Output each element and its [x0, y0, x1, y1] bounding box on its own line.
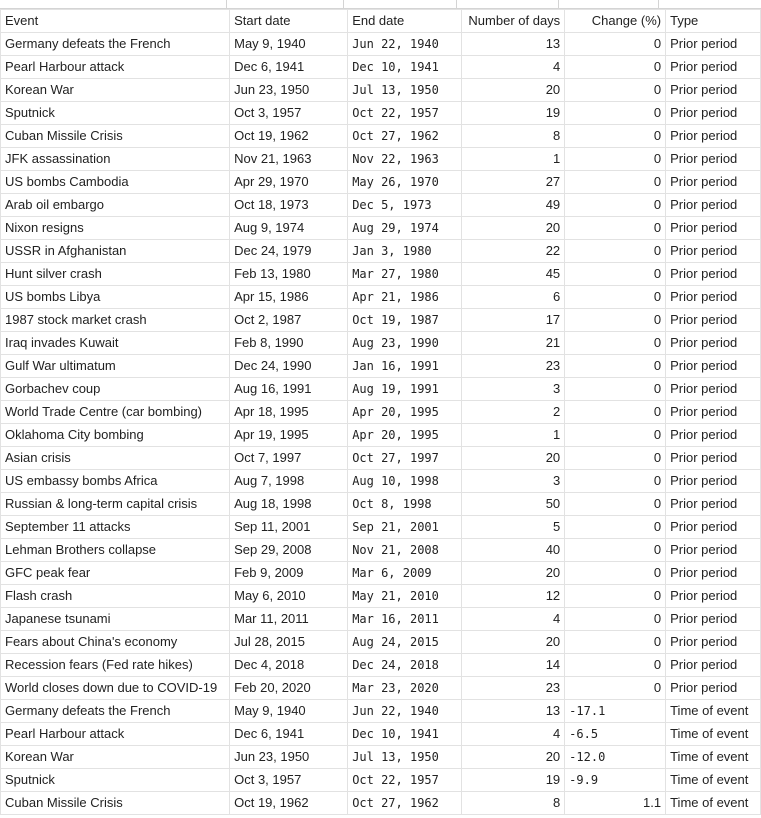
header-cell-change[interactable]: Change (%)	[565, 10, 666, 33]
cell-start-date[interactable]: Aug 9, 1974	[230, 217, 348, 240]
table-row	[1, 493, 761, 516]
cell-change[interactable]: 0	[565, 516, 666, 539]
cell-event[interactable]: Korean War	[1, 746, 230, 769]
cell-type[interactable]: Prior period	[666, 424, 761, 447]
cell-type[interactable]: Time of event	[666, 746, 761, 769]
cell-start-date[interactable]: Oct 18, 1973	[230, 194, 348, 217]
table-row	[1, 539, 761, 562]
header-cell-days[interactable]: Number of days	[462, 10, 565, 33]
cell-end-date[interactable]: Jan 3, 1980	[348, 240, 462, 263]
cell-change[interactable]: 0	[565, 79, 666, 102]
cell-days[interactable]: 14	[462, 654, 565, 677]
cell-end-date[interactable]: Jan 16, 1991	[348, 355, 462, 378]
cell-event[interactable]: Cuban Missile Crisis	[1, 125, 230, 148]
cell-end-date[interactable]: Oct 27, 1997	[348, 447, 462, 470]
table-row	[1, 585, 761, 608]
cell-event[interactable]: Gorbachev coup	[1, 378, 230, 401]
cell-days[interactable]: 13	[462, 700, 565, 723]
cell-end-date[interactable]: Oct 27, 1962	[348, 125, 462, 148]
cell-days[interactable]: 21	[462, 332, 565, 355]
cell-type[interactable]: Prior period	[666, 309, 761, 332]
cell-event[interactable]: Sputnick	[1, 769, 230, 792]
cell-event[interactable]: Lehman Brothers collapse	[1, 539, 230, 562]
cell-end-date[interactable]: Mar 6, 2009	[348, 562, 462, 585]
table-row	[1, 378, 761, 401]
cell-type[interactable]: Prior period	[666, 631, 761, 654]
cell-type[interactable]: Prior period	[666, 102, 761, 125]
table-row	[1, 677, 761, 700]
cell-change[interactable]: 0	[565, 125, 666, 148]
cell-start-date[interactable]: Dec 6, 1941	[230, 723, 348, 746]
cell-end-date[interactable]: Mar 27, 1980	[348, 263, 462, 286]
table-row	[1, 516, 761, 539]
cell-type[interactable]: Time of event	[666, 769, 761, 792]
cell-event[interactable]: Hunt silver crash	[1, 263, 230, 286]
cell-days[interactable]: 8	[462, 125, 565, 148]
cell-days[interactable]: 45	[462, 263, 565, 286]
cell-end-date[interactable]: Apr 20, 1995	[348, 424, 462, 447]
table-row	[1, 263, 761, 286]
table-row	[1, 194, 761, 217]
cell-end-date[interactable]: Apr 20, 1995	[348, 401, 462, 424]
cell-end-date[interactable]: Mar 23, 2020	[348, 677, 462, 700]
cell-start-date[interactable]: Dec 6, 1941	[230, 56, 348, 79]
cell-event[interactable]: Asian crisis	[1, 447, 230, 470]
cell-change[interactable]: 0	[565, 355, 666, 378]
table-row	[1, 33, 761, 56]
cell-days[interactable]: 4	[462, 723, 565, 746]
cell-days[interactable]: 20	[462, 631, 565, 654]
cell-days[interactable]: 8	[462, 792, 565, 815]
cell-event[interactable]: 1987 stock market crash	[1, 309, 230, 332]
cell-days[interactable]: 3	[462, 470, 565, 493]
data-table	[0, 9, 761, 815]
cell-days[interactable]: 1	[462, 148, 565, 171]
cell-start-date[interactable]: Aug 18, 1998	[230, 493, 348, 516]
cell-start-date[interactable]: Feb 20, 2020	[230, 677, 348, 700]
cell-event[interactable]: Pearl Harbour attack	[1, 723, 230, 746]
cell-event[interactable]: Pearl Harbour attack	[1, 56, 230, 79]
table-row	[1, 608, 761, 631]
header-cell-start-date[interactable]: Start date	[230, 10, 348, 33]
cell-end-date[interactable]: Dec 5, 1973	[348, 194, 462, 217]
cell-type[interactable]: Prior period	[666, 539, 761, 562]
cell-type[interactable]: Time of event	[666, 723, 761, 746]
table-row	[1, 401, 761, 424]
cell-event[interactable]: Korean War	[1, 79, 230, 102]
cell-start-date[interactable]: Oct 3, 1957	[230, 102, 348, 125]
cell-change-value: -9.9	[569, 773, 599, 787]
cell-start-date[interactable]: Oct 3, 1957	[230, 769, 348, 792]
cell-end-date[interactable]: Jul 13, 1950	[348, 79, 462, 102]
table-row	[1, 332, 761, 355]
cell-start-date[interactable]: Aug 16, 1991	[230, 378, 348, 401]
cell-type[interactable]: Prior period	[666, 585, 761, 608]
cell-change[interactable]: 0	[565, 424, 666, 447]
cell-type[interactable]: Prior period	[666, 332, 761, 355]
cell-change[interactable]: 0	[565, 286, 666, 309]
cell-start-date[interactable]: Apr 18, 1995	[230, 401, 348, 424]
cell-end-date[interactable]: Oct 19, 1987	[348, 309, 462, 332]
cell-event[interactable]: Germany defeats the French	[1, 700, 230, 723]
cell-end-date[interactable]: Jul 13, 1950	[348, 746, 462, 769]
header-row	[1, 10, 761, 33]
cell-start-date[interactable]: Feb 9, 2009	[230, 562, 348, 585]
cell-type[interactable]: Prior period	[666, 470, 761, 493]
table-row	[1, 424, 761, 447]
table-row	[1, 148, 761, 171]
cell-end-date[interactable]: Oct 8, 1998	[348, 493, 462, 516]
cell-type[interactable]: Time of event	[666, 792, 761, 815]
cell-event[interactable]: September 11 attacks	[1, 516, 230, 539]
cell-event[interactable]: Oklahoma City bombing	[1, 424, 230, 447]
cell-type[interactable]: Prior period	[666, 56, 761, 79]
table-row	[1, 309, 761, 332]
cell-start-date[interactable]: Feb 13, 1980	[230, 263, 348, 286]
cell-change[interactable]: 0	[565, 171, 666, 194]
cell-change[interactable]: 0	[565, 56, 666, 79]
cell-type[interactable]: Prior period	[666, 286, 761, 309]
cell-end-date[interactable]: Aug 29, 1974	[348, 217, 462, 240]
cell-type[interactable]: Prior period	[666, 125, 761, 148]
cell-start-date[interactable]: Mar 11, 2011	[230, 608, 348, 631]
cell-start-date[interactable]: Feb 8, 1990	[230, 332, 348, 355]
cell-change[interactable]: 0	[565, 263, 666, 286]
table-row	[1, 700, 761, 723]
cell-end-date[interactable]: Dec 10, 1941	[348, 56, 462, 79]
cell-start-date[interactable]: Apr 19, 1995	[230, 424, 348, 447]
cell-start-date[interactable]: Oct 2, 1987	[230, 309, 348, 332]
cell-type[interactable]: Prior period	[666, 493, 761, 516]
cell-type[interactable]: Prior period	[666, 447, 761, 470]
cell-days[interactable]: 23	[462, 355, 565, 378]
cell-change-value: -17.1	[569, 704, 606, 718]
cell-change[interactable]: 0	[565, 217, 666, 240]
cell-change[interactable]: 0	[565, 401, 666, 424]
cell-end-date[interactable]: May 21, 2010	[348, 585, 462, 608]
cell-event[interactable]: Nixon resigns	[1, 217, 230, 240]
cell-event[interactable]: World Trade Centre (car bombing)	[1, 401, 230, 424]
table-row	[1, 240, 761, 263]
cell-start-date[interactable]: Sep 11, 2001	[230, 516, 348, 539]
cell-days[interactable]: 19	[462, 102, 565, 125]
cell-end-date[interactable]: May 26, 1970	[348, 171, 462, 194]
cell-type[interactable]: Prior period	[666, 79, 761, 102]
cell-start-date[interactable]: Dec 24, 1979	[230, 240, 348, 263]
cell-days[interactable]: 50	[462, 493, 565, 516]
cell-start-date[interactable]: Oct 7, 1997	[230, 447, 348, 470]
cell-event[interactable]: Fears about China's economy	[1, 631, 230, 654]
cell-end-date[interactable]: Apr 21, 1986	[348, 286, 462, 309]
cell-days[interactable]: 20	[462, 746, 565, 769]
cell-type[interactable]: Prior period	[666, 516, 761, 539]
cell-days[interactable]: 17	[462, 309, 565, 332]
cell-type[interactable]: Time of event	[666, 700, 761, 723]
table-row	[1, 654, 761, 677]
cell-event[interactable]: Recession fears (Fed rate hikes)	[1, 654, 230, 677]
cell-start-date[interactable]: Apr 29, 1970	[230, 171, 348, 194]
cell-start-date[interactable]: Jun 23, 1950	[230, 79, 348, 102]
cell-event[interactable]: US bombs Cambodia	[1, 171, 230, 194]
cell-event[interactable]: US bombs Libya	[1, 286, 230, 309]
cell-days[interactable]: 20	[462, 79, 565, 102]
cell-days[interactable]: 20	[462, 447, 565, 470]
cell-days[interactable]: 23	[462, 677, 565, 700]
cell-end-date[interactable]: Dec 24, 2018	[348, 654, 462, 677]
table-row	[1, 470, 761, 493]
cell-end-date[interactable]: Sep 21, 2001	[348, 516, 462, 539]
table-row	[1, 102, 761, 125]
cell-change[interactable]: 0	[565, 585, 666, 608]
cell-type[interactable]: Prior period	[666, 654, 761, 677]
cell-change[interactable]: 0	[565, 447, 666, 470]
cell-end-date[interactable]: Dec 10, 1941	[348, 723, 462, 746]
cell-event[interactable]: US embassy bombs Africa	[1, 470, 230, 493]
cell-type[interactable]: Prior period	[666, 608, 761, 631]
cell-end-date[interactable]: Aug 24, 2015	[348, 631, 462, 654]
cell-type[interactable]: Prior period	[666, 401, 761, 424]
cell-start-date[interactable]: Dec 4, 2018	[230, 654, 348, 677]
cell-change[interactable]: 0	[565, 33, 666, 56]
cell-start-date[interactable]: May 9, 1940	[230, 33, 348, 56]
cell-type[interactable]: Prior period	[666, 562, 761, 585]
cell-days[interactable]: 49	[462, 194, 565, 217]
cell-days[interactable]: 40	[462, 539, 565, 562]
table-row	[1, 171, 761, 194]
cell-type[interactable]: Prior period	[666, 33, 761, 56]
cell-days[interactable]: 19	[462, 769, 565, 792]
cell-end-date[interactable]: Oct 27, 1962	[348, 792, 462, 815]
cell-end-date[interactable]: Nov 22, 1963	[348, 148, 462, 171]
cell-event[interactable]: GFC peak fear	[1, 562, 230, 585]
table-row	[1, 447, 761, 470]
table-row	[1, 286, 761, 309]
cell-days[interactable]: 20	[462, 217, 565, 240]
header-cell-type[interactable]: Type	[666, 10, 761, 33]
table-row	[1, 769, 761, 792]
cell-end-date[interactable]: Aug 23, 1990	[348, 332, 462, 355]
cell-days[interactable]: 1	[462, 424, 565, 447]
cell-type[interactable]: Prior period	[666, 148, 761, 171]
cell-type[interactable]: Prior period	[666, 355, 761, 378]
cell-days[interactable]: 12	[462, 585, 565, 608]
cell-change[interactable]	[565, 700, 666, 723]
cell-change[interactable]: 0	[565, 677, 666, 700]
cell-end-date[interactable]: Mar 16, 2011	[348, 608, 462, 631]
cell-change[interactable]: 0	[565, 194, 666, 217]
cell-change-value: -6.5	[569, 727, 599, 741]
cell-event[interactable]: Gulf War ultimatum	[1, 355, 230, 378]
cell-end-date[interactable]: Oct 22, 1957	[348, 769, 462, 792]
cell-change[interactable]: 0	[565, 608, 666, 631]
cell-start-date[interactable]: Oct 19, 1962	[230, 792, 348, 815]
table-row	[1, 355, 761, 378]
cell-days[interactable]: 6	[462, 286, 565, 309]
cell-change[interactable]: 0	[565, 102, 666, 125]
cell-event[interactable]: Germany defeats the French	[1, 33, 230, 56]
cell-days[interactable]: 5	[462, 516, 565, 539]
cell-start-date[interactable]: Apr 15, 1986	[230, 286, 348, 309]
cell-start-date[interactable]: Oct 19, 1962	[230, 125, 348, 148]
cell-start-date[interactable]: May 9, 1940	[230, 700, 348, 723]
cell-end-date[interactable]: Aug 19, 1991	[348, 378, 462, 401]
table-row	[1, 631, 761, 654]
cell-end-date[interactable]: Jun 22, 1940	[348, 700, 462, 723]
cell-event[interactable]: JFK assassination	[1, 148, 230, 171]
cell-event[interactable]: Cuban Missile Crisis	[1, 792, 230, 815]
cell-start-date[interactable]: Jul 28, 2015	[230, 631, 348, 654]
cell-change[interactable]: 0	[565, 240, 666, 263]
table-row	[1, 723, 761, 746]
cell-change[interactable]	[565, 723, 666, 746]
cell-event[interactable]: World closes down due to COVID-19	[1, 677, 230, 700]
cell-end-date[interactable]: Jun 22, 1940	[348, 33, 462, 56]
cell-start-date[interactable]: Sep 29, 2008	[230, 539, 348, 562]
cell-start-date[interactable]: May 6, 2010	[230, 585, 348, 608]
cell-days[interactable]: 2	[462, 401, 565, 424]
cell-event[interactable]: Japanese tsunami	[1, 608, 230, 631]
cell-change[interactable]: 0	[565, 148, 666, 171]
cell-type[interactable]: Prior period	[666, 217, 761, 240]
cell-type[interactable]: Prior period	[666, 677, 761, 700]
cell-type[interactable]: Prior period	[666, 194, 761, 217]
cell-type[interactable]: Prior period	[666, 263, 761, 286]
cell-end-date[interactable]: Oct 22, 1957	[348, 102, 462, 125]
cell-days[interactable]: 27	[462, 171, 565, 194]
table-row	[1, 746, 761, 769]
cell-change[interactable]	[565, 746, 666, 769]
cell-change[interactable]: 0	[565, 654, 666, 677]
cell-start-date[interactable]: Aug 7, 1998	[230, 470, 348, 493]
cell-event[interactable]: Iraq invades Kuwait	[1, 332, 230, 355]
column-header-strip	[0, 0, 761, 9]
cell-change[interactable]: 0	[565, 493, 666, 516]
cell-days[interactable]: 22	[462, 240, 565, 263]
cell-days[interactable]: 3	[462, 378, 565, 401]
header-cell-event[interactable]: Event	[1, 10, 230, 33]
cell-change[interactable]: 0	[565, 539, 666, 562]
table-row	[1, 56, 761, 79]
cell-end-date[interactable]: Nov 21, 2008	[348, 539, 462, 562]
cell-change-value: -12.0	[569, 750, 606, 764]
table-row	[1, 125, 761, 148]
cell-change[interactable]: 0	[565, 309, 666, 332]
cell-change[interactable]: 0	[565, 470, 666, 493]
cell-change[interactable]	[565, 769, 666, 792]
cell-days[interactable]: 20	[462, 562, 565, 585]
cell-change[interactable]: 1.1	[565, 792, 666, 815]
cell-days[interactable]: 13	[462, 33, 565, 56]
table-row	[1, 792, 761, 815]
cell-event[interactable]: Flash crash	[1, 585, 230, 608]
cell-end-date[interactable]: Aug 10, 1998	[348, 470, 462, 493]
table-row	[1, 562, 761, 585]
table-row	[1, 79, 761, 102]
cell-event[interactable]: Sputnick	[1, 102, 230, 125]
cell-type[interactable]: Prior period	[666, 378, 761, 401]
cell-event[interactable]: Arab oil embargo	[1, 194, 230, 217]
cell-start-date[interactable]: Nov 21, 1963	[230, 148, 348, 171]
cell-change[interactable]: 0	[565, 332, 666, 355]
cell-type[interactable]: Prior period	[666, 171, 761, 194]
cell-days[interactable]: 4	[462, 56, 565, 79]
table-row	[1, 217, 761, 240]
cell-event[interactable]: USSR in Afghanistan	[1, 240, 230, 263]
cell-days[interactable]: 4	[462, 608, 565, 631]
cell-event[interactable]: Russian & long-term capital crisis	[1, 493, 230, 516]
cell-change[interactable]: 0	[565, 631, 666, 654]
cell-start-date[interactable]: Dec 24, 1990	[230, 355, 348, 378]
header-cell-end-date[interactable]: End date	[348, 10, 462, 33]
cell-type[interactable]: Prior period	[666, 240, 761, 263]
cell-change[interactable]: 0	[565, 562, 666, 585]
cell-change[interactable]: 0	[565, 378, 666, 401]
cell-start-date[interactable]: Jun 23, 1950	[230, 746, 348, 769]
